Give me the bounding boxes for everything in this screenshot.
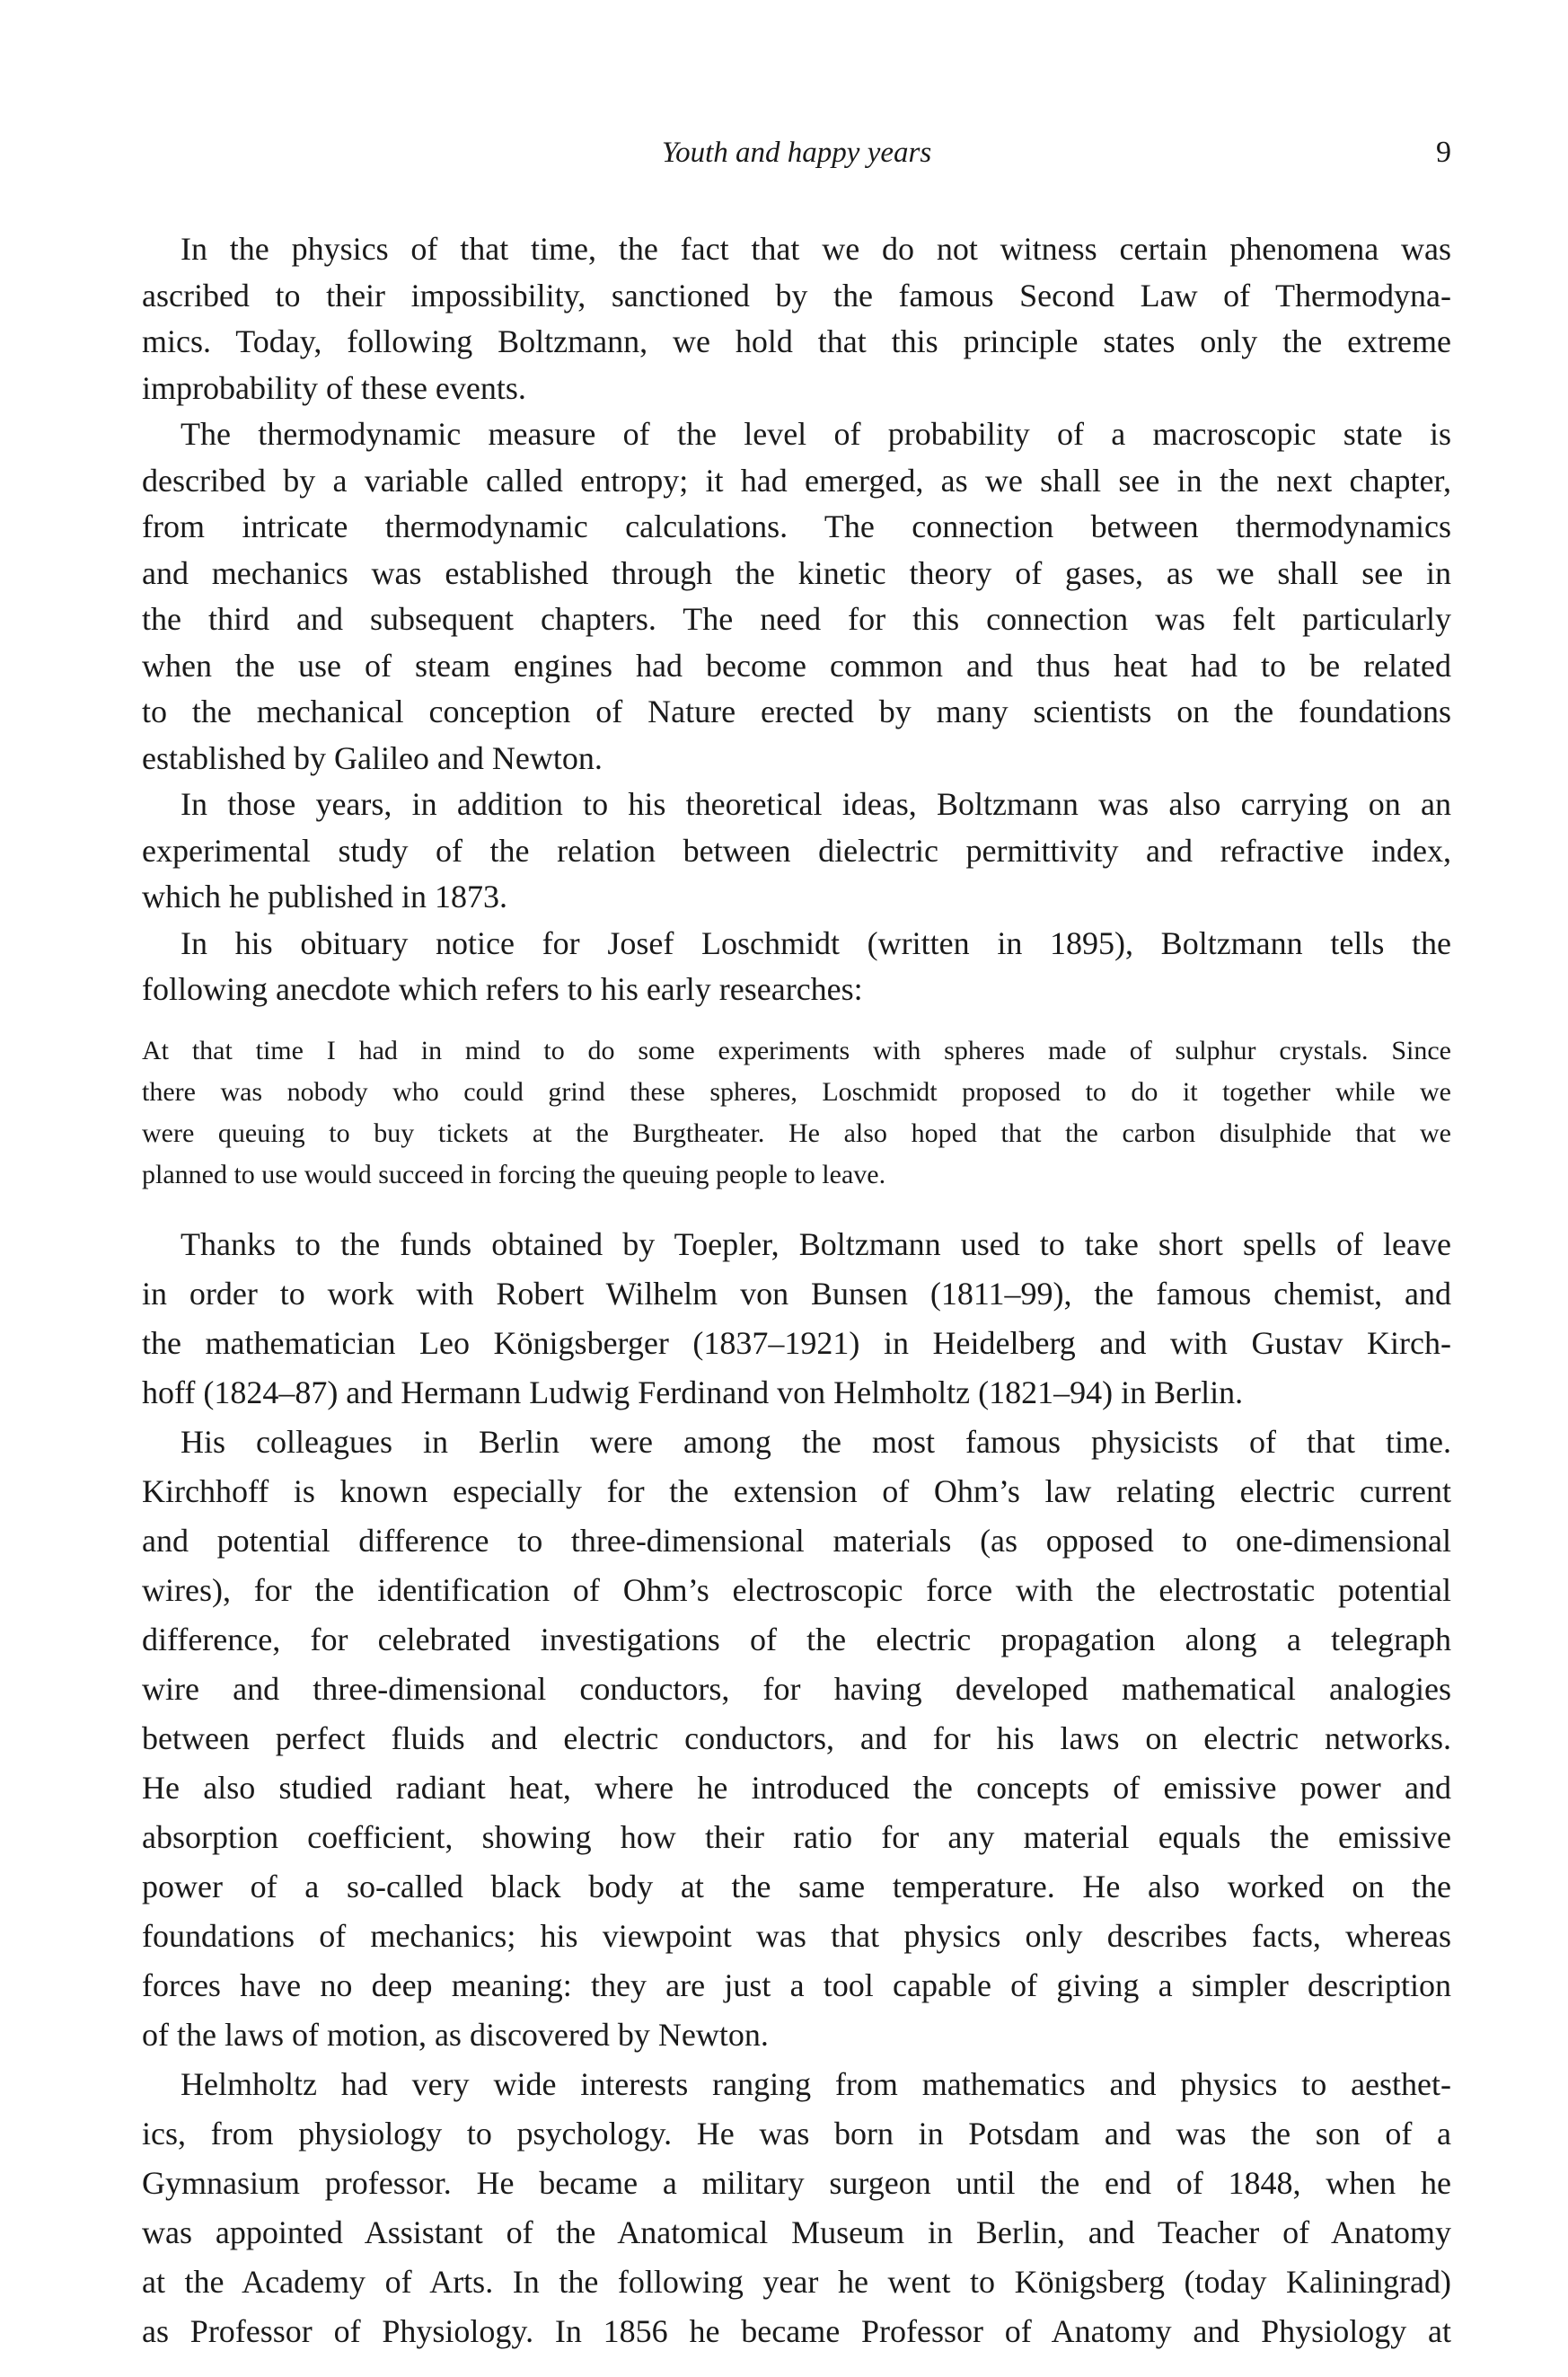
running-head-title: Youth and happy years xyxy=(661,137,932,169)
text-line: foundations of mechanics; his viewpoint was that physics only describes facts, whereas xyxy=(142,1918,1451,1954)
text-line: absorption coefficient, showing how their ratio for any material equals the emissive xyxy=(142,1819,1451,1855)
paragraph xyxy=(142,921,1451,1013)
text-line: He also studied radiant heat, where he introduced the concepts of emissive power and xyxy=(142,1770,1451,1806)
paragraph xyxy=(142,782,1451,921)
text-line: wire and three-dimensional conductors, for having developed mathematical analogies xyxy=(142,1671,1451,1707)
paragraph xyxy=(142,1418,1451,2060)
text-line: were queuing to buy tickets at the Burgtheater. He also hoped that the carbon disulphide that we xyxy=(142,1118,1451,1148)
running-head xyxy=(142,133,1451,172)
text-line: which he published in 1873. xyxy=(142,879,507,915)
text-line: power of a so-called black body at the same temperature. He also worked on the xyxy=(142,1869,1451,1904)
text-line: and mechanics was established through the kinetic theory of gases, as we shall see in xyxy=(142,554,1451,591)
text-line: In the physics of that time, the fact that we do not witness certain phenomena was xyxy=(181,231,1451,267)
text-line: between perfect fluids and electric conductors, and for his laws on electric networks. xyxy=(142,1720,1451,1756)
paragraph xyxy=(142,226,1451,411)
text-line: from intricate thermodynamic calculations. The connection between thermodynamics xyxy=(142,508,1451,544)
text-line: wires), for the identification of Ohm’s electroscopic force with the electrostatic potential xyxy=(142,1572,1451,1608)
body-section-1 xyxy=(142,226,1451,1013)
text-line: as Professor of Physiology. In 1856 he became Professor of Anatomy and Physiology at xyxy=(142,2313,1451,2349)
paragraph xyxy=(142,1030,1451,1196)
text-line: At that time I had in mind to do some experiments with spheres made of sulphur crystals. Since xyxy=(142,1036,1451,1065)
text-line: Gymnasium professor. He became a military surgeon until the end of 1848, when he xyxy=(142,2165,1451,2201)
text-line: in order to work with Robert Wilhelm von Bunsen (1811–99), the famous chemist, and xyxy=(142,1276,1451,1312)
block-quote xyxy=(142,1030,1451,1196)
text-line: In those years, in addition to his theoretical ideas, Boltzmann was also carrying on an xyxy=(181,786,1451,822)
text-line: His colleagues in Berlin were among the most famous physicists of that time. xyxy=(181,1424,1451,1460)
text-line: there was nobody who could grind these spheres, Loschmidt proposed to do it together while we xyxy=(142,1077,1451,1107)
text-line: hoff (1824–87) and Hermann Ludwig Ferdinand von Helmholtz (1821–94) in Berlin. xyxy=(142,1374,1244,1410)
text-line: established by Galileo and Newton. xyxy=(142,739,603,776)
page-number: 9 xyxy=(1436,136,1451,169)
text-line: improbability of these events. xyxy=(142,369,526,406)
text-line: when the use of steam engines had become common and thus heat had to be related xyxy=(142,647,1451,684)
text-line: was appointed Assistant of the Anatomical Museum in Berlin, and Teacher of Anatomy xyxy=(142,2214,1451,2250)
text-line: Helmholtz had very wide interests ranging from mathematics and physics to aesthet- xyxy=(181,2066,1451,2102)
text-line: of the laws of motion, as discovered by Newton. xyxy=(142,2017,769,2053)
text-line: at the Academy of Arts. In the following year he went to Königsberg (today Kaliningrad) xyxy=(142,2264,1451,2300)
text-line: to the mechanical conception of Nature erected by many scientists on the foundations xyxy=(142,694,1451,729)
text-line: and potential difference to three-dimensional materials (as opposed to one-dimensional xyxy=(142,1523,1451,1559)
text-line: the mathematician Leo Königsberger (1837–1921) in Heidelberg and with Gustav Kirch- xyxy=(142,1325,1451,1361)
text-line: the third and subsequent chapters. The need for this connection was felt particularly xyxy=(142,601,1451,637)
body-section-2 xyxy=(142,1220,1451,2356)
paragraph xyxy=(142,411,1451,782)
text-line: experimental study of the relation between dielectric permittivity and refractive index, xyxy=(142,832,1451,869)
text-line: described by a variable called entropy; it had emerged, as we shall see in the next chapter, xyxy=(142,462,1451,499)
text-line: mics. Today, following Boltzmann, we hold that this principle states only the extreme xyxy=(142,323,1451,359)
text-line: Thanks to the funds obtained by Toepler, Boltzmann used to take short spells of leave xyxy=(181,1226,1451,1262)
text-line: difference, for celebrated investigations of the electric propagation along a telegraph xyxy=(142,1621,1451,1657)
paragraph xyxy=(142,2060,1451,2356)
paragraph xyxy=(142,1220,1451,1418)
text-line: ics, from physiology to psychology. He was born in Potsdam and was the son of a xyxy=(142,2116,1451,2152)
text-line: forces have no deep meaning: they are just a tool capable of giving a simpler description xyxy=(142,1967,1451,2003)
text-line: The thermodynamic measure of the level of probability of a macroscopic state is xyxy=(181,416,1451,452)
text-line: Kirchhoff is known especially for the extension of Ohm’s law relating electric current xyxy=(142,1473,1451,1509)
text-line: planned to use would succeed in forcing the queuing people to leave. xyxy=(142,1160,886,1189)
text-line: ascribed to their impossibility, sanctioned by the famous Second Law of Thermodyna- xyxy=(142,277,1451,314)
text-line: In his obituary notice for Josef Loschmidt (written in 1895), Boltzmann tells the xyxy=(181,924,1451,961)
text-line: following anecdote which refers to his early researches: xyxy=(142,971,863,1007)
